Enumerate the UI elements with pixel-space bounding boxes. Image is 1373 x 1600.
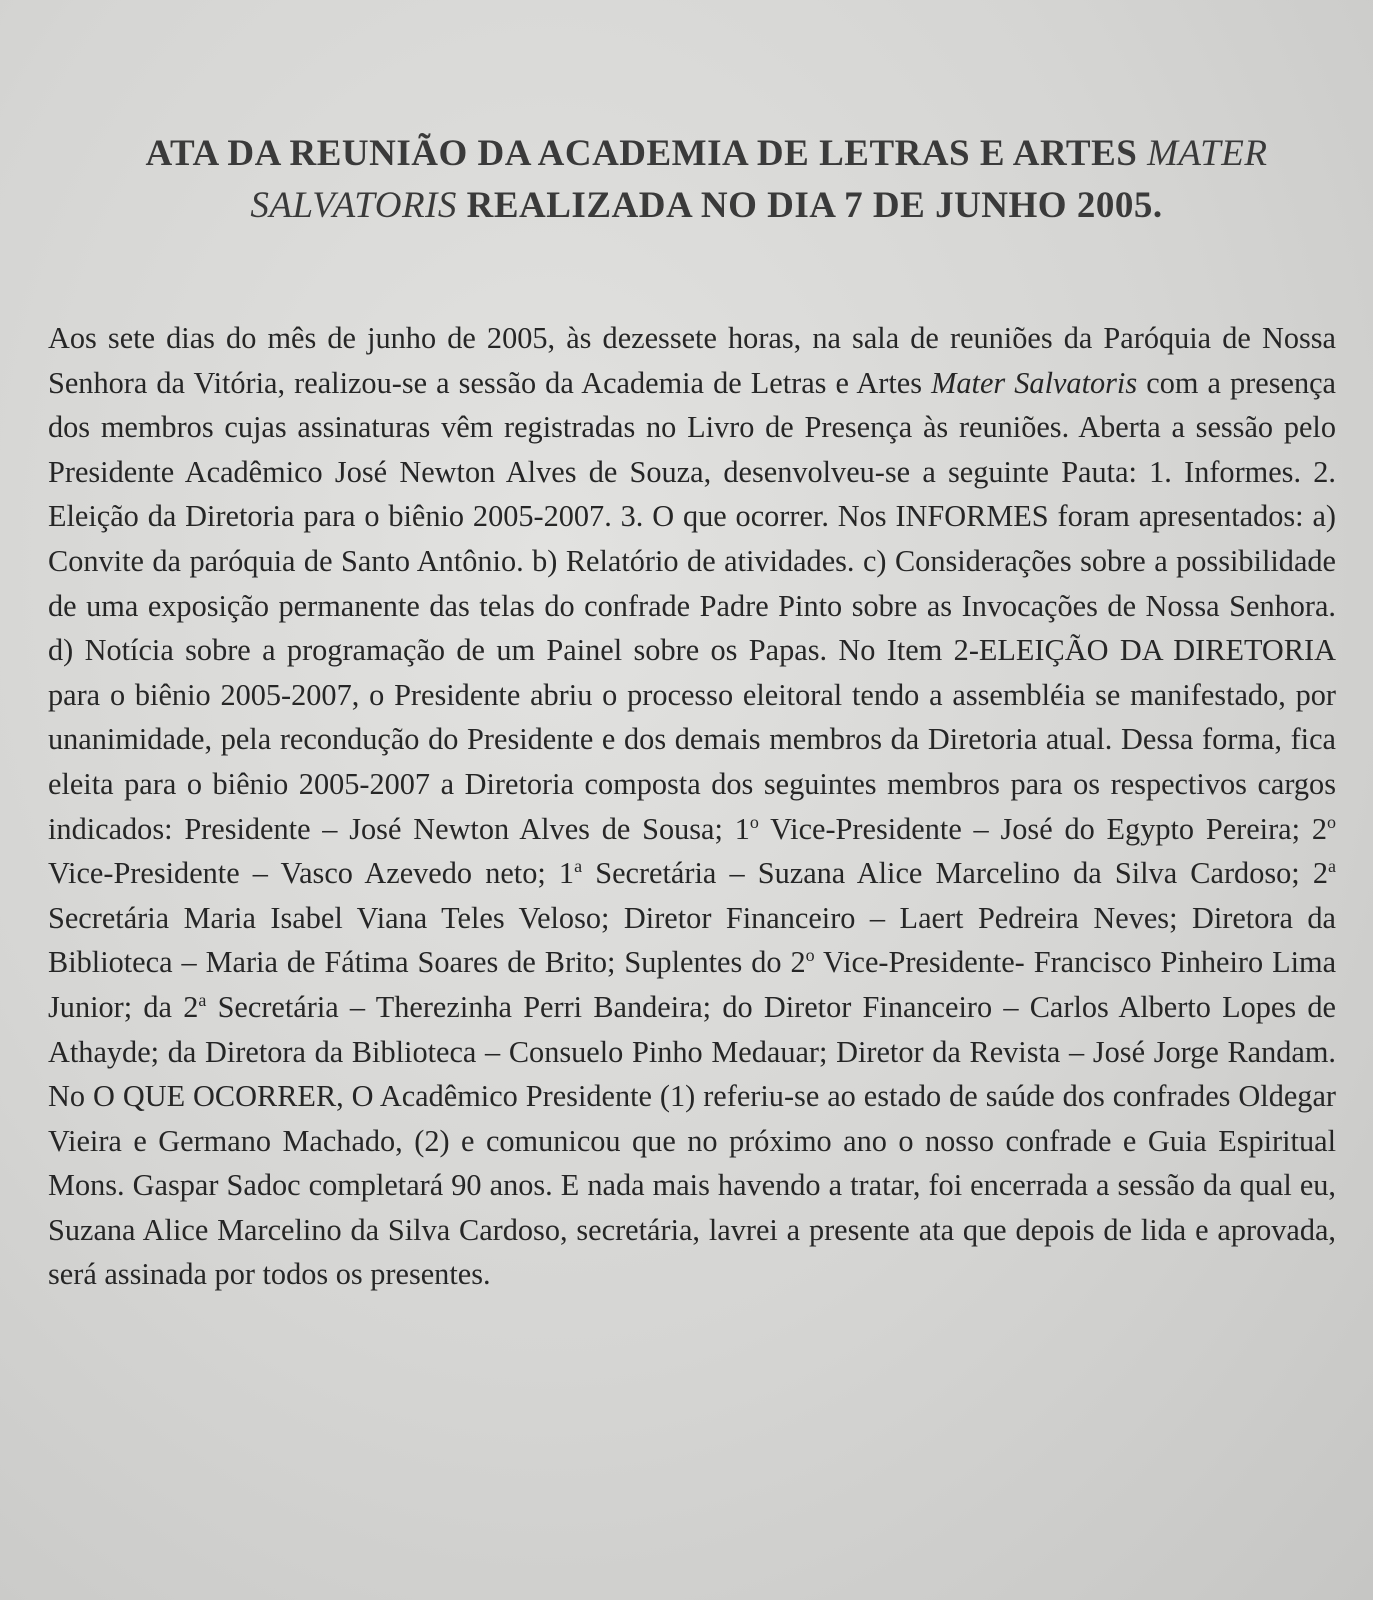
body-segment-2: com a presença dos membros cujas assinaturas vêm registradas no Livro de Presença às reuniões. Aberta a sessão pelo Presidente Acadêmico José Newton Alves de Souza, desenvolveu-se a seguinte Pauta: 1. Informes. 2. Eleição da Diretoria para o biênio 2005-2007. 3. O que ocorrer. Nos INFORMES foram apresentados: a) Convite da paróquia de Santo Antônio. b) Relatório de atividades. c) Considerações sobre a possibilidade de uma exposição permanente das telas do confrade Padre Pinto sobre as Invocações de Nossa Senhora. d) Notícia sobre a programação de um Painel sobre os Papas. No Item 2-ELEIÇÃO DA DIRETORIA para o biênio 2005-2007, o Presidente abriu o processo eleitoral tendo a assembléia se manifestado, por unanimidade, pela recondução do Presidente e dos demais membros da Diretoria atual. Dessa forma, fica eleita para o biênio 2005-2007 a Diretoria composta dos seguintes membros para os respectivos cargos indicados: Presidente – José Newton Alves de Sousa; 1 [48, 365, 1336, 846]
body-segment-1: Aos sete dias do mês de junho de 2005, às dezessete horas, na sala de reuniões da Paróquia de Nossa Senhora da Vitória, realizou-se a sessão da Academia de Letras e Artes [48, 321, 1336, 400]
title-text-part1: ATA DA REUNIÃO DA ACADEMIA DE LETRAS E ARTES [145, 133, 1148, 174]
body-segment-7: Vice-Presidente- Francisco Pinheiro Lima Junior; da 2 [48, 945, 1337, 1024]
body-segment-3: Vice-Presidente – José do Egypto Pereira; 2 [758, 811, 1327, 846]
minutes-body [48, 316, 1336, 1297]
ordinal-superscript: a [198, 989, 207, 1010]
degree-superscript: o [805, 945, 815, 966]
body-italic-name: Mater Salvatoris [931, 365, 1138, 400]
degree-superscript: o [1327, 811, 1336, 832]
title-text-part2: REALIZADA NO DIA 7 DE JUNHO 2005. [456, 185, 1163, 226]
body-segment-5: Secretária – Suzana Alice Marcelino da Silva Cardoso; 2 [582, 856, 1328, 891]
degree-superscript: o [749, 811, 759, 832]
body-segment-6: Secretária Maria Isabel Viana Teles Veloso; Diretor Financeiro – Laert Pedreira Neves; Diretora da Biblioteca – Maria de Fátima Soares de Brito; Suplentes do 2 [48, 900, 1336, 980]
document-title [100, 128, 1313, 232]
ordinal-superscript: a [1328, 856, 1336, 877]
body-segment-8: Secretária – Therezinha Perri Bandeira; do Diretor Financeiro – Carlos Alberto Lopes de Athayde; da Diretora da Biblioteca – Consuelo Pinho Medauar; Diretor da Revista – José Jorge Randam. No O QUE OCORRER, O Acadêmico Presidente (1) referiu-se ao estado de saúde dos confrades Oldegar Vieira e Germano Machado, (2) e comunicou que no próximo ano o nosso confrade e Guia Espiritual Mons. Gaspar Sadoc completará 90 anos. E nada mais havendo a tratar, foi encerrada a sessão da qual eu, Suzana Alice Marcelino da Silva Cardoso, secretária, lavrei a presente ata que depois de lida e aprovada, será assinada por todos os presentes. [48, 989, 1336, 1292]
ordinal-superscript: a [574, 856, 583, 877]
body-segment-4: Vice-Presidente – Vasco Azevedo neto; 1 [48, 856, 575, 891]
title-text-italic: MATER SALVATORIS [250, 133, 1268, 226]
